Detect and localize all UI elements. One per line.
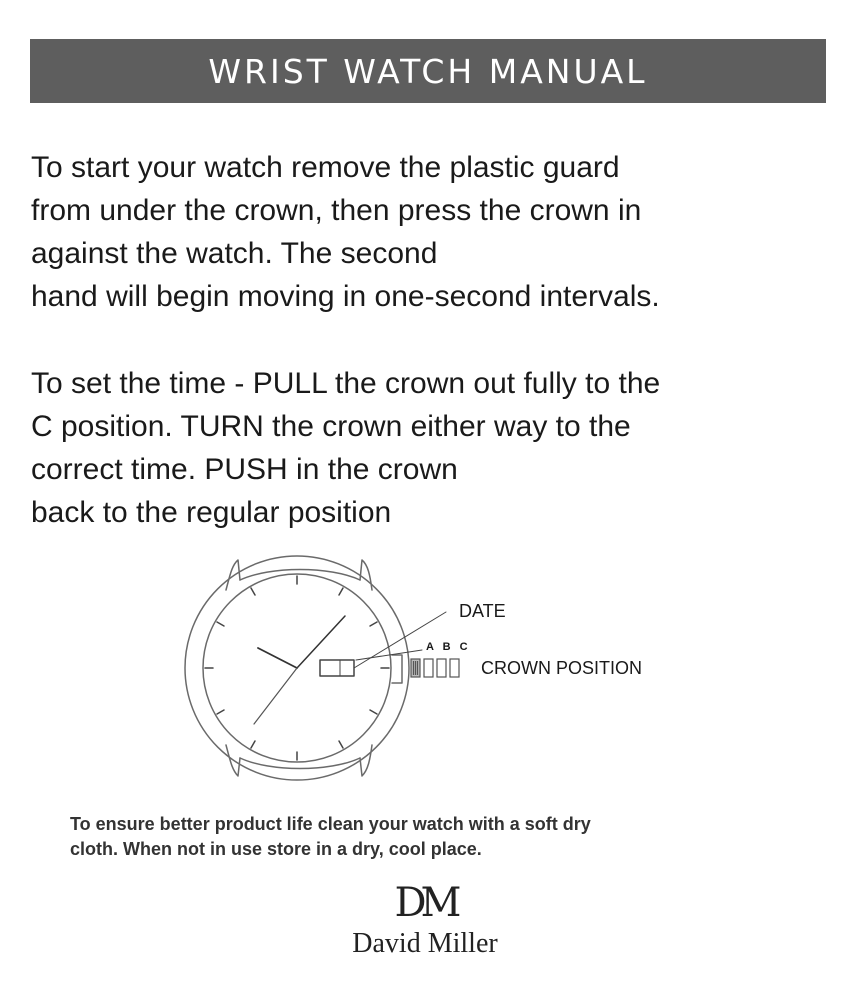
start-line-2: from under the crown, then press the crown in [31,194,642,227]
set-time-instructions [31,362,660,534]
care-instructions [70,812,591,862]
hour-hand [258,648,297,668]
set-time-line-2: C position. TURN the crown either way to the [31,410,631,443]
crown-position-icons [411,659,459,677]
set-time-line-4: back to the regular position [31,496,392,529]
start-line-1: To start your watch remove the plastic guard [31,151,620,184]
brand-name: David Miller [352,928,498,959]
set-time-line-3: correct time. PUSH in the crown [31,453,458,486]
start-line-3: against the watch. The second [31,237,438,270]
care-line-2: cloth. When not in use store in a dry, cool place. [70,839,482,859]
watch-lug-band-bottom [240,758,360,769]
crown-positions-label: A B C [426,641,471,653]
watch-lug-top [226,560,372,590]
date-window [320,660,354,676]
second-hand [254,668,297,724]
set-time-line-1: To set the time - PULL the crown out fully to the [31,367,661,400]
brand-monogram: DM [394,880,456,926]
start-line-4: hand will begin moving in one-second intervals. [31,280,660,313]
watch-crown [392,655,402,683]
page-title: WRIST WATCH MANUAL [208,51,648,91]
date-label: DATE [459,601,506,621]
start-instructions [31,146,660,318]
header-banner [30,39,826,103]
crown-position-label: CROWN POSITION [481,658,642,678]
watch-diagram [0,545,850,785]
care-line-1: To ensure better product life clean your watch with a soft dry [70,814,591,834]
